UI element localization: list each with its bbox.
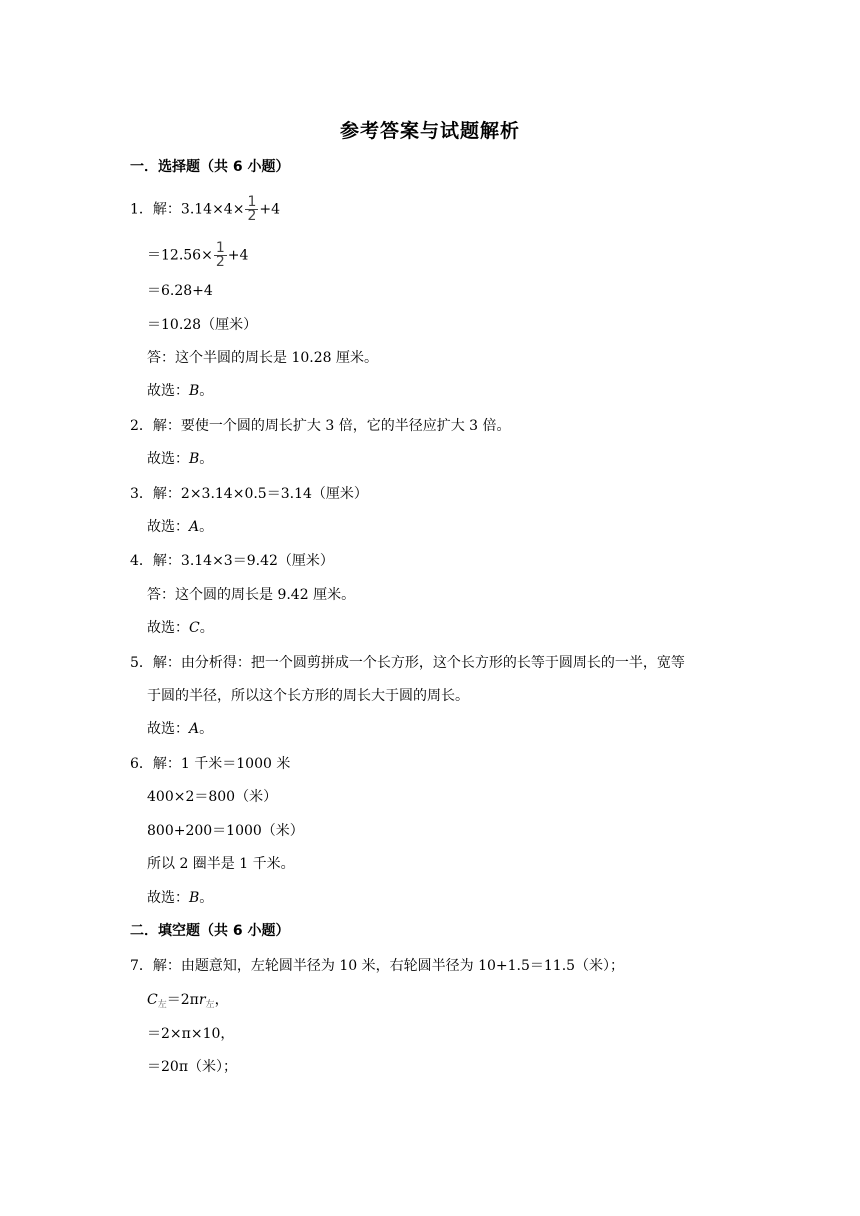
section-heading-fill: 二．填空题（共 6 小题） (130, 923, 290, 939)
q1-line3: ＝6.28+4 (147, 283, 213, 299)
page-title: 参考答案与试题解析 (339, 120, 520, 142)
q6-line4: 所以 2 圈半是 1 千米。 (147, 856, 295, 872)
q7-line1: 7．解：由题意知，左轮圆半径为 10 米，右轮圆半径为 10+1.5＝11.5（米）； (130, 958, 625, 974)
q6-line1: 6．解：1 千米＝1000 米 (130, 756, 291, 772)
q4-line1: 4．解：3.14×3＝9.42（厘米） (130, 553, 334, 569)
q3-choice: 故选：A。 (147, 519, 214, 535)
q1-choice: 故选：B。 (147, 383, 214, 399)
q6-choice: 故选：B。 (147, 890, 214, 906)
q4-choice: 故选：C。 (147, 620, 214, 636)
q6-line2: 400×2＝800（米） (147, 789, 278, 805)
q1-line4: ＝10.28（厘米） (147, 317, 258, 333)
q3-line1: 3．解：2×3.14×0.5＝3.14（厘米） (130, 486, 368, 502)
q2-choice: 故选：B。 (147, 451, 214, 467)
q1-line1-text: 1．解：3.14×4× (130, 201, 245, 218)
q5-choice: 故选：A。 (147, 721, 214, 737)
section-heading-choice: 一．选择题（共 6 小题） (130, 159, 290, 175)
q7-line2: $C_左=2\pi r_左$， (147, 992, 229, 1010)
fraction-one-half: $\frac{1}{2}$ (247, 194, 257, 224)
fraction-one-half: $\frac{1}{2}$ (215, 240, 225, 270)
q2-line1: 2．解：要使一个圆的周长扩大 3 倍，它的半径应扩大 3 倍。 (130, 418, 511, 434)
q1-line2: ＝12.56× $\frac{1}{2}$ +4 (147, 240, 249, 270)
q4-answer: 答：这个圆的周长是 9.42 厘米。 (147, 587, 356, 603)
q5-line1: 5．解：由分析得：把一个圆剪拼成一个长方形，这个长方形的长等于圆周长的一半，宽等 (130, 655, 685, 671)
q1-line1: 1．解：3.14×4× $\frac{1}{2}$ +4 (130, 194, 281, 224)
q5-line2: 于圆的半径，所以这个长方形的周长大于圆的周长。 (147, 688, 469, 704)
q7-line4: ＝20π（米）； (147, 1059, 238, 1075)
q6-line3: 800+200＝1000（米） (147, 823, 304, 839)
q1-answer: 答：这个半圆的周长是 10.28 厘米。 (147, 350, 378, 366)
q7-line3: ＝2×π×10， (147, 1026, 235, 1042)
